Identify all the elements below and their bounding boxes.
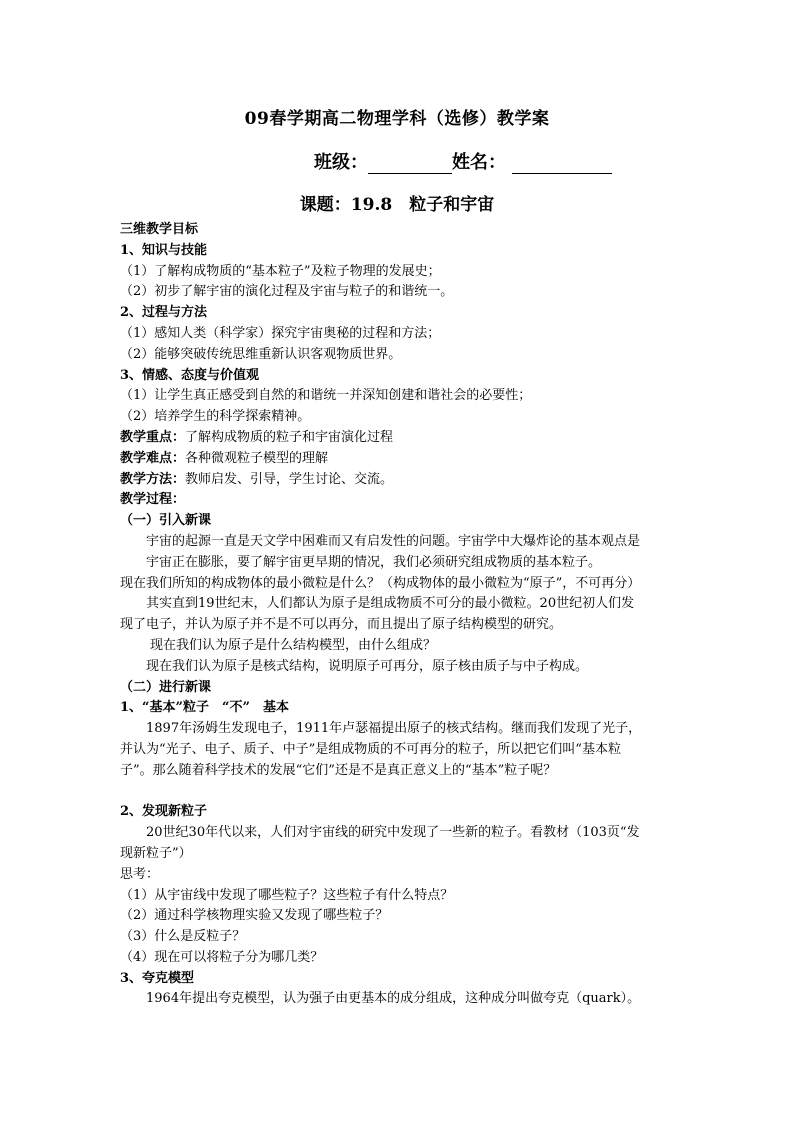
text-line [120,782,680,803]
class-name-line [314,148,612,174]
text-line: （3）什么是反粒子？ [120,929,246,945]
text-line: 宇宙的起源一直是天文学中困难而又有启发性的问题。宇宙学中大爆炸论的基本观点是 [146,533,641,549]
text-line: （一）引入新课 [120,513,212,529]
text-line: （1）让学生真正感受到自然的和谐统一并深知创建和谐社会的必要性； [120,388,532,404]
text-line: 3、夸克模型 [120,970,195,986]
text-line: 2、发现新粒子 [120,804,208,820]
text-line: 教学过程： [120,492,186,508]
text-line: （二）进行新课 [120,679,212,695]
text-line: （2）能够突破传统思维重新认识客观物质世界。 [120,346,402,362]
text-line: 现新粒子”） [120,845,192,861]
class-blank [368,154,452,174]
text-line: 1、“基本”粒子 “不” 基本 [120,700,289,716]
text-line [120,428,680,449]
line-text: 各种微观粒子模型的理解 [185,450,329,466]
lesson-body [120,220,680,1010]
lesson-topic: 课题：19.8 粒子和宇宙 [299,195,495,215]
text-line: 1897年汤姆生发现电子，1911年卢瑟福提出原子的核式结构。继而我们发现了光子， [146,721,642,737]
text-line: 2、过程与方法 [120,305,208,321]
text-line: 并认为“光子、电子、质子、中子”是组成物质的不可再分的粒子，所以把它们叫“基本粒 [120,741,621,757]
line-text: 了解构成物质的粒子和宇宙演化过程 [185,429,394,445]
text-line: （4）现在可以将粒子分为哪几类？ [120,949,324,965]
text-line: （2）培养学生的科学探索精神。 [120,409,311,425]
text-line: 现在我们所知的构成物体的最小微粒是什么？（构成物体的最小微粒为“原子”，不可再分） [120,575,641,591]
text-line: 20世纪30年代以来，人们对宇宙线的研究中发现了一些新的粒子。看教材（103页“发 [146,825,640,841]
text-line: 子”。那么随着科学技术的发展“它们”还是不是真正意义上的“基本”粒子呢？ [120,762,557,778]
text-line: 其实直到19世纪末，人们都认为原子是组成物质不可分的最小微粒。20世纪初人们发 [146,596,635,612]
line-label: 教学重点： [120,429,186,445]
text-line: 3、情感、态度与价值观 [120,367,260,383]
text-line: 现了电子，并认为原子并不是不可以再分，而且提出了原子结构模型的研究。 [120,617,563,633]
text-line [120,470,680,491]
text-line [120,449,680,470]
text-line: 1、知识与技能 [120,242,208,258]
name-label: 姓名： [452,152,506,173]
text-line: 现在我们认为原子是核式结构，说明原子可再分，原子核由质子与中子构成。 [146,658,589,674]
text-line: （1）感知人类（科学家）探究宇宙奥秘的过程和方法； [120,325,441,341]
text-line: 三维教学目标 [120,222,199,237]
line-label: 教学方法： [120,471,186,487]
text-line: （2）通过科学核物理实验又发现了哪些粒子？ [120,908,389,924]
text-line: 现在我们认为原子是什么结构模型，由什么组成？ [150,637,437,653]
text-line: 1964年提出夸克模型，认为强子由更基本的成分组成，这种成分叫做夸克（quark）。 [146,991,641,1007]
text-line: （1）了解构成物质的“基本粒子”及粒子物理的发展史； [120,263,441,279]
line-text: 教师启发、引导，学生讨论、交流。 [185,471,394,487]
document-title: 09春学期高二物理学科（选修）教学案 [244,109,550,129]
class-label: 班级： [314,152,368,173]
name-blank [512,154,612,174]
text-line: 宇宙正在膨胀，要了解宇宙更早期的情况，我们必须研究组成物质的基本粒子。 [146,554,602,570]
text-line: 思考： [120,866,160,882]
line-label: 教学难点： [120,450,186,466]
text-line: （2）初步了解宇宙的演化过程及宇宙与粒子的和谐统一。 [120,284,454,300]
text-line: （1）从宇宙线中发现了哪些粒子？这些粒子有什么特点？ [120,887,454,903]
